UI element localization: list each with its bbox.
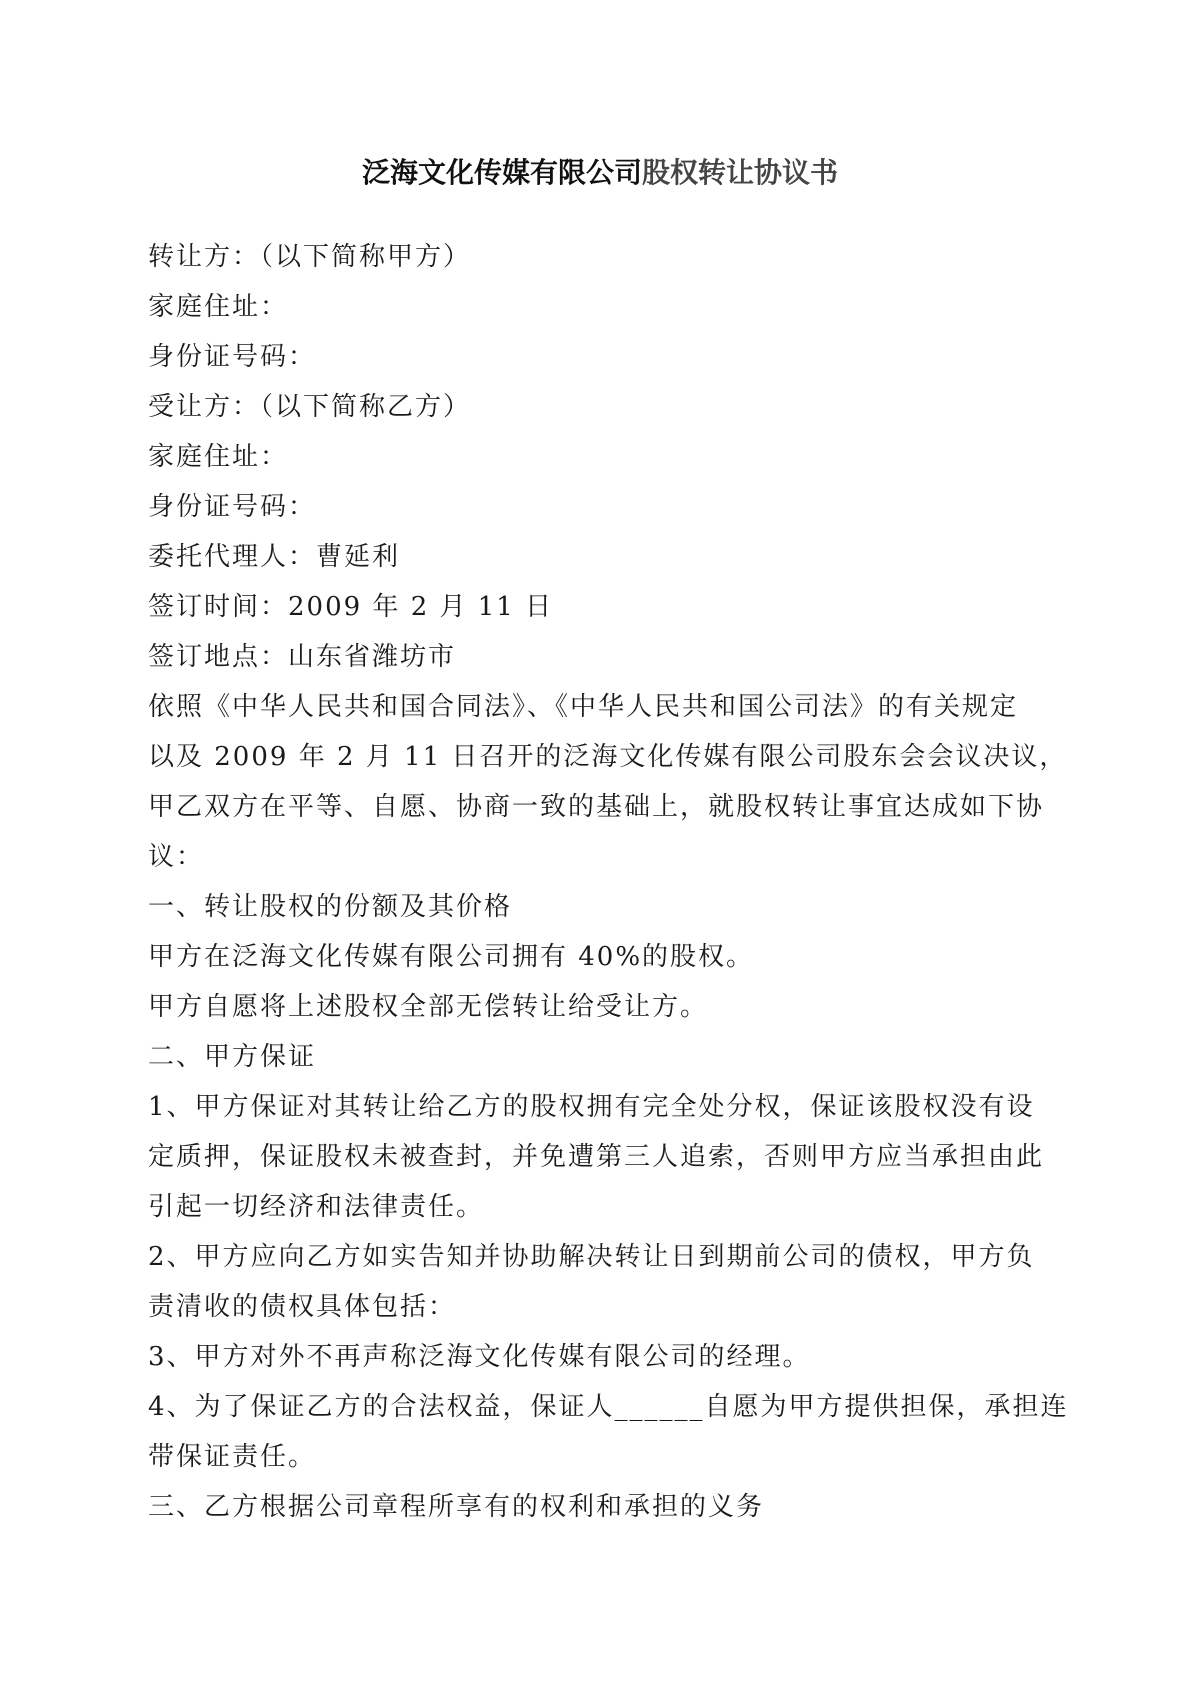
- clause-line: 定质押，保证股权未被查封，并免遭第三人追索，否则甲方应当承担由此: [148, 1142, 1045, 1172]
- title-agreement: 股权转让协议书: [642, 156, 839, 189]
- transferee-address-line: 家庭住址：: [148, 442, 289, 472]
- section-heading-1: 一、转让股权的份额及其价格: [148, 892, 513, 922]
- document-body: [148, 232, 1069, 1532]
- preamble-line: 依照《中华人民共和国合同法》、《中华人民共和国公司法》的有关规定: [148, 692, 1019, 722]
- clause-line: 甲方自愿将上述股权全部无偿转让给受让方。: [148, 992, 709, 1022]
- clause-line: 2、甲方应向乙方如实告知并协助解决转让日到期前公司的债权，甲方负: [148, 1242, 1035, 1272]
- preamble-line: 甲乙双方在平等、自愿、协商一致的基础上，就股权转让事宜达成如下协: [148, 792, 1045, 822]
- preamble-line: 议：: [148, 842, 205, 872]
- clause-line: 责清收的债权具体包括：: [148, 1292, 457, 1322]
- clause-line: 4、为了保证乙方的合法权益，保证人______自愿为甲方提供担保，承担连: [148, 1392, 1069, 1422]
- transferee-id-line: 身份证号码：: [148, 492, 317, 522]
- section-heading-3: 三、乙方根据公司章程所享有的权利和承担的义务: [148, 1492, 765, 1522]
- transferor-address-line: 家庭住址：: [148, 292, 289, 322]
- clause-line: 带保证责任。: [148, 1442, 317, 1472]
- signing-place-line: 签订地点：山东省潍坊市: [148, 642, 457, 672]
- clause-line: 1、甲方保证对其转让给乙方的股权拥有完全处分权，保证该股权没有设: [148, 1092, 1035, 1122]
- transferor-id-line: 身份证号码：: [148, 342, 317, 372]
- signing-date-line: 签订时间：2009 年 2 月 11 日: [148, 592, 554, 622]
- transferee-line: 受让方：（以下简称乙方）: [148, 392, 472, 422]
- transferor-line: 转让方：（以下简称甲方）: [148, 242, 472, 272]
- agent-line: 委托代理人：曹延利: [148, 542, 401, 572]
- clause-line: 3、甲方对外不再声称泛海文化传媒有限公司的经理。: [148, 1342, 811, 1372]
- clause-line: 引起一切经济和法律责任。: [148, 1192, 485, 1222]
- title-company: 泛海文化传媒有限公司: [361, 156, 642, 189]
- clause-line: 甲方在泛海文化传媒有限公司拥有 40%的股权。: [148, 942, 755, 972]
- section-heading-2: 二、甲方保证: [148, 1042, 317, 1072]
- preamble-line: 以及 2009 年 2 月 11 日召开的泛海文化传媒有限公司股东会会议决议，: [148, 742, 1068, 772]
- document-title: [0, 153, 1200, 193]
